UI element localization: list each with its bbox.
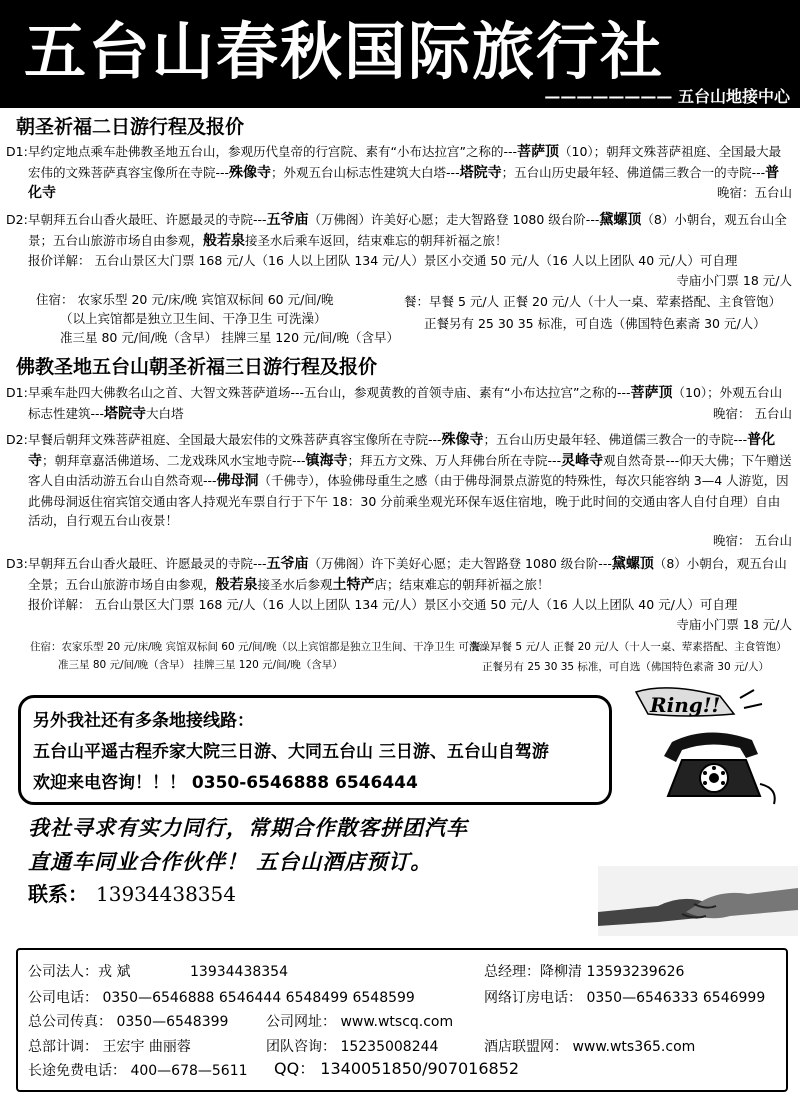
day-label: D2:: [6, 212, 28, 227]
ring-bubble: [636, 688, 762, 717]
three-day-lodging-1: 住宿：农家乐型 20 元/床/晚 宾馆双标间 60 元/间/晚（以上宾馆都是独立卫生间、干净卫生 可洗澡）: [30, 641, 501, 653]
day-label: D2:: [6, 432, 28, 447]
company-fax: 总公司传真： 0350—6548399: [28, 1014, 229, 1030]
handshake-icon: [598, 866, 798, 936]
ringing-phone-icon: [628, 684, 788, 808]
agency-subtitle: ———————— 五台山地接中心: [544, 87, 790, 106]
contact-footer: [16, 948, 788, 1092]
day-label: D1:: [6, 144, 28, 159]
site-name: 般若泉: [215, 576, 258, 593]
general-manager: 总经理：降柳清 13593239626: [484, 964, 685, 980]
site-name: 黛螺顶: [611, 556, 654, 572]
group-inquiry: 团队咨询： 15235008244: [266, 1039, 439, 1055]
telephone: [664, 732, 775, 804]
site-name: 灵峰寺: [561, 452, 604, 469]
promo-line-1: 另外我社还有多条地接线路：: [33, 711, 254, 731]
qq-number: QQ： 1340051850/907016852: [274, 1059, 520, 1078]
three-day-title: 佛教圣地五台山朝圣祈福三日游行程及报价: [16, 356, 378, 378]
promo-line-2: 五台山平遥古程乔家大院三日游、大同五台山 三日游、五台山自驾游: [33, 742, 549, 762]
three-day-d3: D3: 早朝拜五台山香火最旺、许愿最灵的寺院---五爷庙（万佛阁）许下美好心愿；走大智路登 1080 级台阶---黛螺顶（8）小朝台，观五台山全景；五台山旅游市场自由参观，般若泉接圣水后参观土特产店；结束难忘的朝拜祈福之旅！ 报价详解： 五台山景区大门票 168 元/人（16 人以上团队 134 元/人）景区小交通 50 元/人（16 人以上团队 40 元/人）可自理 寺庙小门票 18 元/人: [6, 554, 792, 634]
site-name: 镇海寺: [305, 452, 348, 469]
agency-title: 五台山春秋国际旅行社: [24, 15, 665, 88]
two-day-meal-2: 正餐另有 25 30 35 标准，可自选（佛国特色素斋 30 元/人）: [424, 316, 766, 331]
site-name: 菩萨顶: [630, 385, 673, 401]
two-day-d2: D2: 早朝拜五台山香火最旺、许愿最灵的寺院---五爷庙（万佛阁）许美好心愿；走大智路登 1080 级台阶---黛螺顶（8）小朝台，观五台山全景；五台山旅游市场自由参观，般若泉接圣水后乘车返回，结束难忘的朝拜祈福之旅！ 报价详解： 五台山景区大门票 168 元/人（16 人以上团队 134 元/人）景区小交通 50 元/人（16 人以上团队 40 元/人）可自理 寺庙小门票 18 元/人: [6, 210, 792, 290]
price-detail: 报价详解： 五台山景区大门票 168 元/人（16 人以上团队 134 元/人）景区小交通 50 元/人（16 人以上团队 40 元/人）可自理: [28, 253, 738, 268]
lodging-note: 晚宿： 五台山: [713, 532, 792, 548]
toll-free-phone: 长途免费电话： 400—678—5611: [28, 1063, 248, 1079]
contact-number: 13934438354: [96, 882, 236, 906]
two-day-lodging-2: （以上宾馆都是独立卫生间、干净卫生 可洗澡）: [60, 311, 327, 326]
site-name: 五爷庙: [266, 556, 309, 572]
three-day-meal-2: 正餐另有 25 30 35 标准，可自选（佛国特色素斋 30 元/人）: [482, 661, 770, 673]
site-name: 黛螺顶: [599, 212, 642, 228]
two-day-lodging-3: 准三星 80 元/间/晚（含早） 挂牌三星 120 元/间/晚（含早）: [60, 330, 399, 345]
site-name: 五爷庙: [266, 212, 309, 228]
two-day-title: 朝圣祈福二日游行程及报价: [16, 116, 245, 138]
three-day-lodging-2: 准三星 80 元/间/晚（含早） 挂牌三星 120 元/间/晚（含早）: [58, 659, 343, 671]
hotel-network[interactable]: 酒店联盟网： www.wts365.com: [484, 1039, 696, 1055]
ad-line-2: 直通车同业合作伙伴！ 五台山酒店预订。: [28, 850, 433, 874]
price-detail: 报价详解： 五台山景区大门票 168 元/人（16 人以上团队 134 元/人）景区小交通 50 元/人（16 人以上团队 40 元/人）可自理: [28, 597, 738, 612]
site-name: 普化寺: [28, 164, 780, 201]
two-day-d1: D1: 早约定地点乘车赴佛教圣地五台山，参观历代皇帝的行宫院、素有“小布达拉宫”之称的---菩萨顶（10）；朝拜文殊菩萨祖庭、全国最大最宏伟的文殊菩萨真容宝像所在寺院---殊像寺；外观五台山标志性建筑大白塔---塔院寺；五台山历史最年轻、佛道儒三教合一的寺院---普化寺 晚宿：五台山: [6, 144, 792, 201]
legal-phone: 13934438354: [190, 964, 288, 980]
site-name: 般若泉: [203, 232, 246, 249]
company-website[interactable]: 公司网址： www.wtscq.com: [266, 1014, 454, 1030]
day-label: D3:: [6, 556, 28, 571]
three-day-meal-1: 餐：早餐 5 元/人 正餐 20 元/人（十人一桌、荤素搭配、主食管饱）: [470, 641, 787, 653]
day-label: D1:: [6, 385, 28, 400]
site-name: 殊像寺: [441, 432, 484, 448]
site-name: 佛母洞: [216, 473, 259, 489]
temple-ticket: 寺庙小门票 18 元/人: [676, 616, 792, 632]
company-phone: 公司电话： 0350—6546888 6546444 6548499 6548599: [28, 990, 415, 1006]
two-day-meal-1: 餐：早餐 5 元/人 正餐 20 元/人（十人一桌、荤素搭配、主食管饱）: [404, 294, 782, 309]
site-name: 土特产: [332, 576, 375, 593]
ad-contact: [28, 878, 236, 907]
site-name: 塔院寺: [104, 405, 147, 422]
site-name: 普化寺: [28, 432, 776, 469]
site-name: 菩萨顶: [517, 144, 559, 160]
ring-text: Ring!!: [650, 693, 721, 717]
three-day-d1: D1: 早乘车赴四大佛教名山之首、大智文殊菩萨道场---五台山，参观黄教的首领寺庙、素有“小布达拉宫”之称的---菩萨顶（10）；外观五台山标志性建筑---塔院寺大白塔 晚宿： 五台山: [6, 385, 792, 422]
site-name: 塔院寺: [459, 164, 502, 181]
planner: 总部计调： 王宏宇 曲丽蓉: [28, 1039, 191, 1055]
site-name: 殊像寺: [229, 164, 272, 181]
promo-box: [18, 695, 612, 805]
two-day-lodging-1: 住宿： 农家乐型 20 元/床/晚 宾馆双标间 60 元/间/晚: [36, 292, 334, 307]
contact-label: 联系：: [28, 882, 88, 906]
lodging-note: 晚宿：五台山: [716, 185, 792, 200]
temple-ticket: 寺庙小门票 18 元/人: [676, 272, 792, 288]
three-day-d2: D2: 早餐后朝拜文殊菩萨祖庭、全国最大最宏伟的文殊菩萨真容宝像所在寺院---殊像寺；五台山历史最年轻、佛道儒三教合一的寺院---普化寺；朝拜章嘉活佛道场、二龙戏珠风水宝地寺院---镇海寺；拜五方文殊、万人拜佛台所在寺院---灵峰寺观自然奇景---仰天大佛；下午赠送客人自由活动游五台山自然奇观---佛母洞（千佛寺），体验佛母重生之感（由于佛母洞景点游览的特殊性，每次只能容纳 3—4 人游览，因此佛母洞返住宿宾馆交通由客人持观光车票自行于下午 18：30 分前乘坐观光环保车返住宿地，晚于此时间的交通由客人自付自理）自由活动，自行观五台山夜景！ 晚宿： 五台山: [6, 430, 792, 550]
legal-person: 公司法人：戎 斌: [28, 964, 131, 980]
online-booking-phone: 网络订房电话： 0350—6546333 6546999: [484, 990, 766, 1006]
header-banner: [0, 0, 800, 108]
promo-line-3: 欢迎来电咨询！！！ 0350-6546888 6546444: [33, 773, 418, 793]
ad-line-1: 我社寻求有实力同行，常期合作散客拼团汽车: [28, 816, 468, 840]
lodging-note: 晚宿： 五台山: [713, 405, 792, 421]
